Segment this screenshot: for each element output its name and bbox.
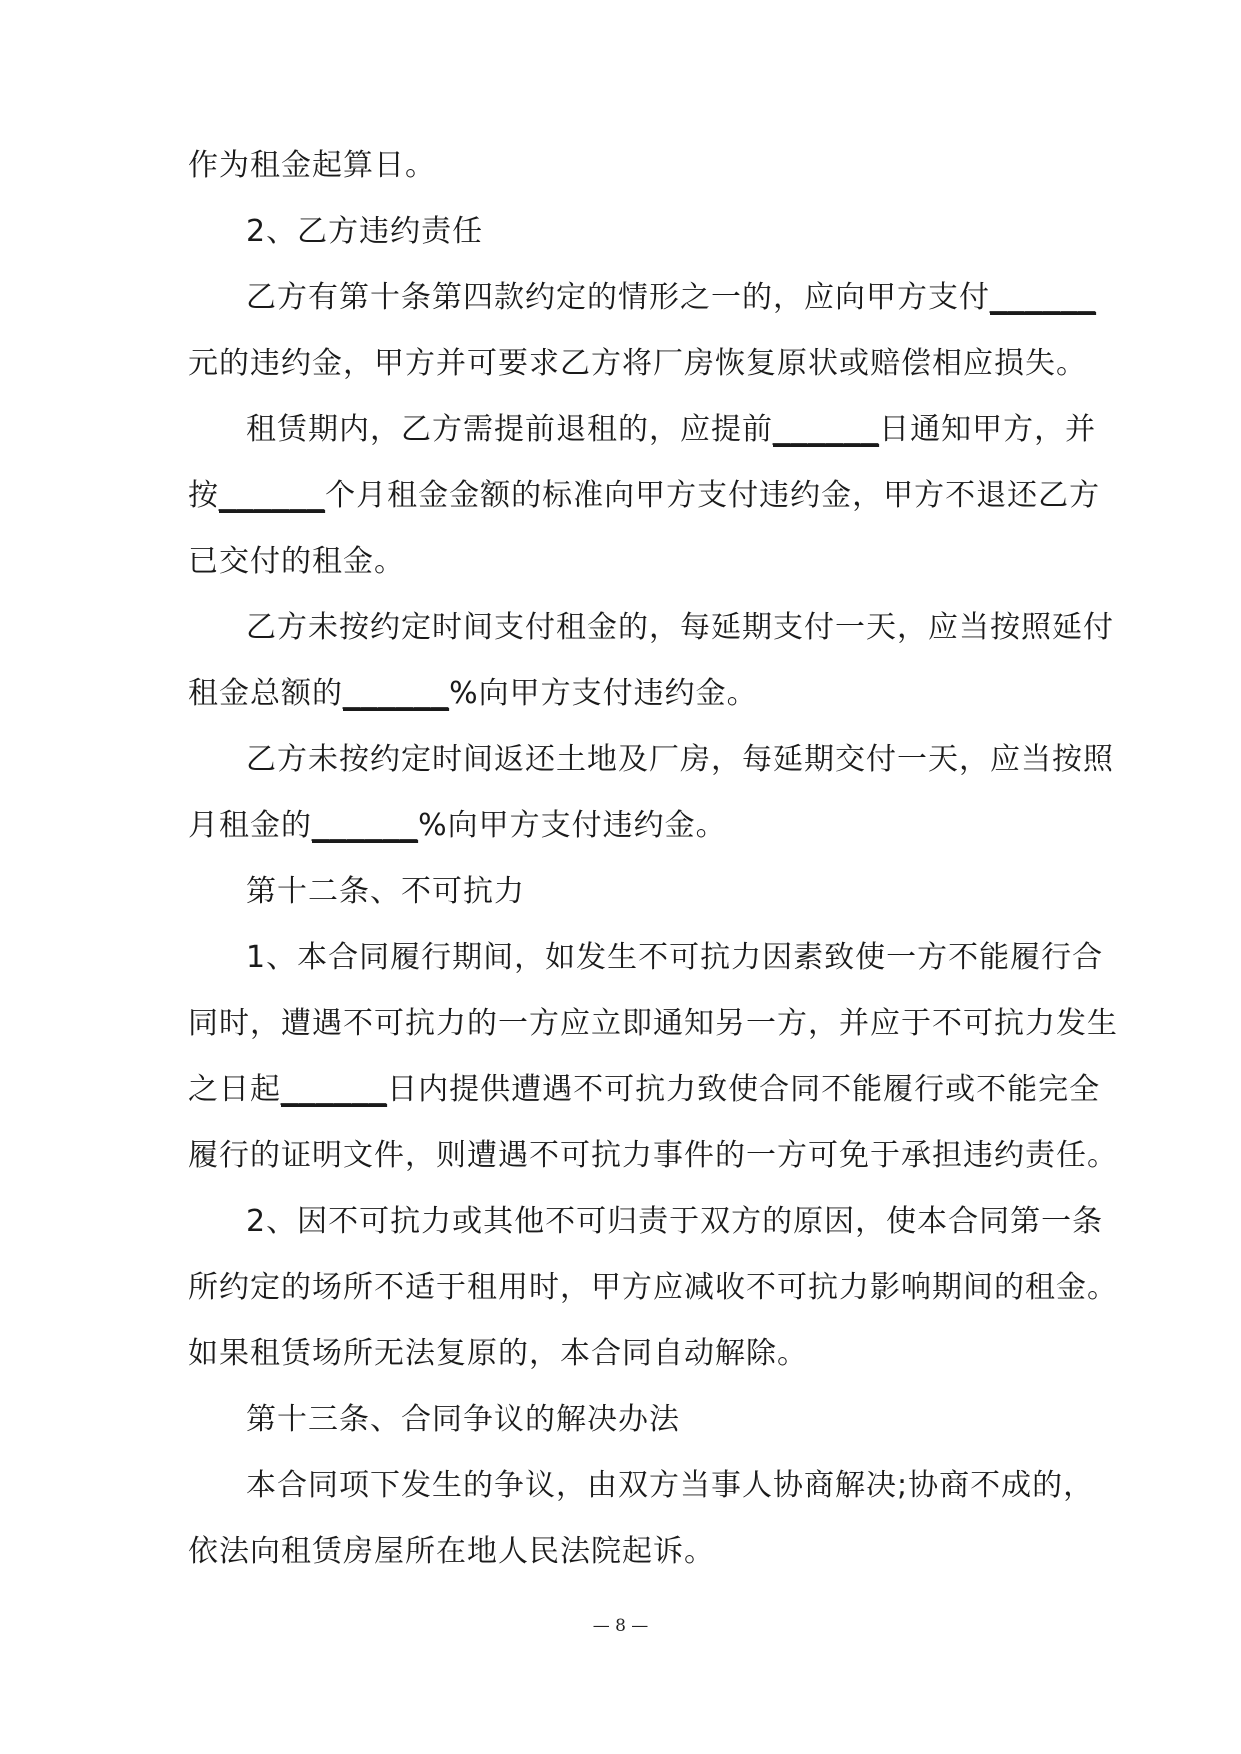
paragraph-line — [188, 1334, 808, 1374]
paragraph-line — [188, 1070, 1100, 1110]
fill-in-blank: ______ — [219, 479, 326, 512]
paragraph-line — [188, 146, 436, 186]
paragraph-line — [246, 278, 1096, 318]
fill-in-blank: ______ — [343, 677, 450, 710]
paragraph-line — [188, 806, 727, 846]
text: 第十二条、不可抗力 — [246, 874, 525, 909]
fill-in-blank: ______ — [281, 1073, 388, 1106]
paragraph-line — [188, 1004, 1118, 1044]
fill-in-blank: ______ — [990, 281, 1097, 314]
text: 已交付的租金。 — [188, 544, 405, 579]
paragraph-line — [188, 674, 758, 714]
paragraph-line — [246, 740, 1114, 780]
paragraph-line — [246, 410, 1096, 450]
text: 日通知甲方，并 — [879, 412, 1097, 447]
text: 作为租金起算日。 — [188, 148, 436, 183]
text: 本合同项下发生的争议，由双方当事人协商解决;协商不成的， — [246, 1468, 1095, 1503]
text: 第十三条、合同争议的解决办法 — [246, 1402, 680, 1437]
text: 履行的证明文件，则遭遇不可抗力事件的一方可免于承担违约责任。 — [188, 1138, 1118, 1173]
text: 所约定的场所不适于租用时，甲方应减收不可抗力影响期间的租金。 — [188, 1270, 1118, 1305]
text: 按 — [188, 478, 219, 513]
text: 2、乙方违约责任 — [246, 214, 484, 249]
text: 乙方未按约定时间返还土地及厂房，每延期交付一天，应当按照 — [246, 742, 1114, 777]
paragraph-line — [246, 1202, 1103, 1242]
paragraph-line — [188, 542, 405, 582]
article-heading — [246, 1400, 680, 1440]
text: 个月租金金额的标准向甲方支付违约金，甲方不退还乙方 — [325, 478, 1101, 513]
fill-in-blank: ______ — [312, 809, 419, 842]
paragraph-line — [188, 1268, 1118, 1308]
text: 元的违约金，甲方并可要求乙方将厂房恢复原状或赔偿相应损失。 — [188, 346, 1087, 381]
paragraph-line — [246, 608, 1114, 648]
text: 乙方未按约定时间支付租金的，每延期支付一天，应当按照延付 — [246, 610, 1114, 645]
text: 乙方有第十条第四款约定的情形之一的，应向甲方支付 — [246, 280, 990, 315]
paragraph-line — [188, 344, 1087, 384]
paragraph-line — [188, 1532, 715, 1572]
text: 租金总额的 — [188, 676, 343, 711]
text: %向甲方支付违约金。 — [418, 808, 727, 843]
section-heading — [246, 212, 483, 252]
text: 月租金的 — [188, 808, 312, 843]
text: 2、因不可抗力或其他不可归责于双方的原因，使本合同第一条 — [246, 1204, 1104, 1239]
fill-in-blank: ______ — [773, 413, 880, 446]
text: 之日起 — [188, 1072, 281, 1107]
article-heading — [246, 872, 525, 912]
text: 日内提供遭遇不可抗力致使合同不能履行或不能完全 — [387, 1072, 1101, 1107]
paragraph-line — [188, 1136, 1118, 1176]
text: 租赁期内，乙方需提前退租的，应提前 — [246, 412, 773, 447]
paragraph-line — [246, 938, 1103, 978]
text: 如果租赁场所无法复原的，本合同自动解除。 — [188, 1336, 808, 1371]
paragraph-line — [246, 1466, 1094, 1506]
text: 1、本合同履行期间，如发生不可抗力因素致使一方不能履行合 — [246, 940, 1104, 975]
paragraph-line — [188, 476, 1100, 516]
text: 依法向租赁房屋所在地人民法院起诉。 — [188, 1534, 715, 1569]
text: %向甲方支付违约金。 — [449, 676, 758, 711]
page-number: — 8 — — [592, 1616, 649, 1636]
text: 同时，遭遇不可抗力的一方应立即通知另一方，并应于不可抗力发生 — [188, 1006, 1118, 1041]
